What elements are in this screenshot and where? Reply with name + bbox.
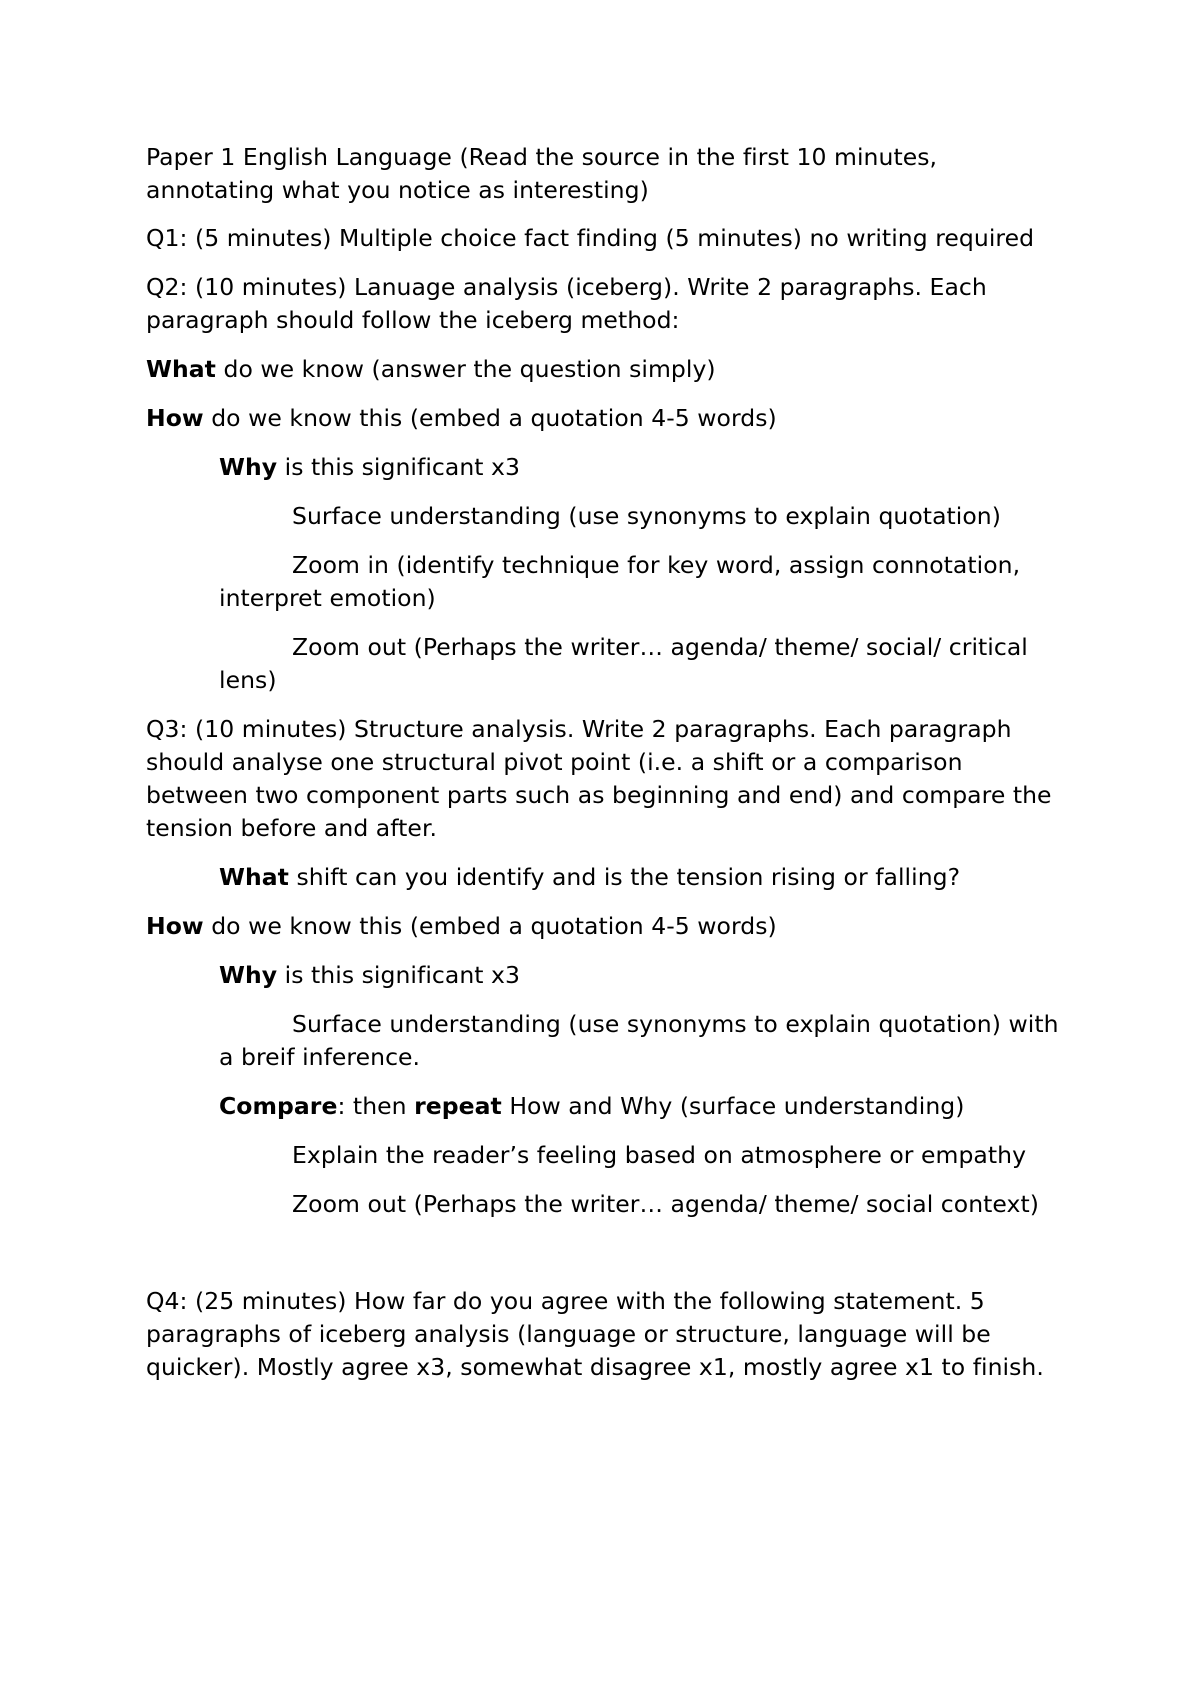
q3-why-label: Why [219, 961, 278, 989]
q2-surface-line: Surface understanding (use synonyms to explain quotation) [292, 502, 1001, 530]
q3-how-line [146, 910, 1066, 943]
q3-compare-text: How and Why (surface understanding) [501, 1092, 965, 1120]
q3-what-label: What [219, 863, 289, 891]
q2-why-text: is this significant x3 [277, 453, 521, 481]
q2-how-text: do we know this (embed a quotation 4-5 words) [203, 404, 777, 432]
q3-what-line [146, 861, 1066, 894]
q2-what-label: What [146, 355, 216, 383]
section-gap [146, 1237, 1066, 1285]
q3-repeat-label: repeat [414, 1092, 502, 1120]
q4-paragraph: Q4: (25 minutes) How far do you agree with the following statement. 5 paragraphs of iceberg analysis (language or structure, language will be quicker). Mostly agree x3, somewhat disagree x1, mostly agree x1 to finish. [146, 1287, 1044, 1381]
q2-zoom-in-line: Zoom in (identify technique for key word, assign connotation, interpret emotion) [219, 551, 1021, 612]
q3-intro-paragraph: Q3: (10 minutes) Structure analysis. Write 2 paragraphs. Each paragraph should analyse one structural pivot point (i.e. a shift or a comparison between two component parts such as beginning and end) and compare the tension before and after. [146, 715, 1052, 842]
q2-intro-paragraph: Q2: (10 minutes) Lanuage analysis (iceberg). Write 2 paragraphs. Each paragraph should follow the iceberg method: [146, 273, 987, 334]
q3-why-text: is this significant x3 [277, 961, 521, 989]
q2-why-label: Why [219, 453, 278, 481]
q2-what-line [146, 353, 1066, 386]
q2-how-line [146, 402, 1066, 435]
q2-why-line [146, 451, 1066, 484]
q2-what-text: do we know (answer the question simply) [215, 355, 716, 383]
q2-zoom-out-line: Zoom out (Perhaps the writer… agenda/ theme/ social/ critical lens) [219, 633, 1028, 694]
q3-surface-line: Surface understanding (use synonyms to explain quotation) with a breif inference. [219, 1010, 1059, 1071]
q3-compare-label: Compare [219, 1092, 338, 1120]
q2-how-label: How [146, 404, 204, 432]
document-body [146, 141, 1066, 1400]
q3-why-line [146, 959, 1066, 992]
q3-compare-mid: : then [337, 1092, 415, 1120]
q3-how-text: do we know this (embed a quotation 4-5 words) [203, 912, 777, 940]
q3-compare-line [146, 1090, 1066, 1123]
q3-what-text: shift can you identify and is the tension rising or falling? [288, 863, 961, 891]
q3-explain-line: Explain the reader’s feeling based on atmosphere or empathy [292, 1141, 1027, 1169]
q1-paragraph: Q1: (5 minutes) Multiple choice fact finding (5 minutes) no writing required [146, 224, 1035, 252]
intro-paragraph: Paper 1 English Language (Read the source in the first 10 minutes, annotating what you notice as interesting) [146, 143, 938, 204]
q3-zoom-out-line: Zoom out (Perhaps the writer… agenda/ theme/ social context) [292, 1190, 1039, 1218]
q3-how-label: How [146, 912, 204, 940]
